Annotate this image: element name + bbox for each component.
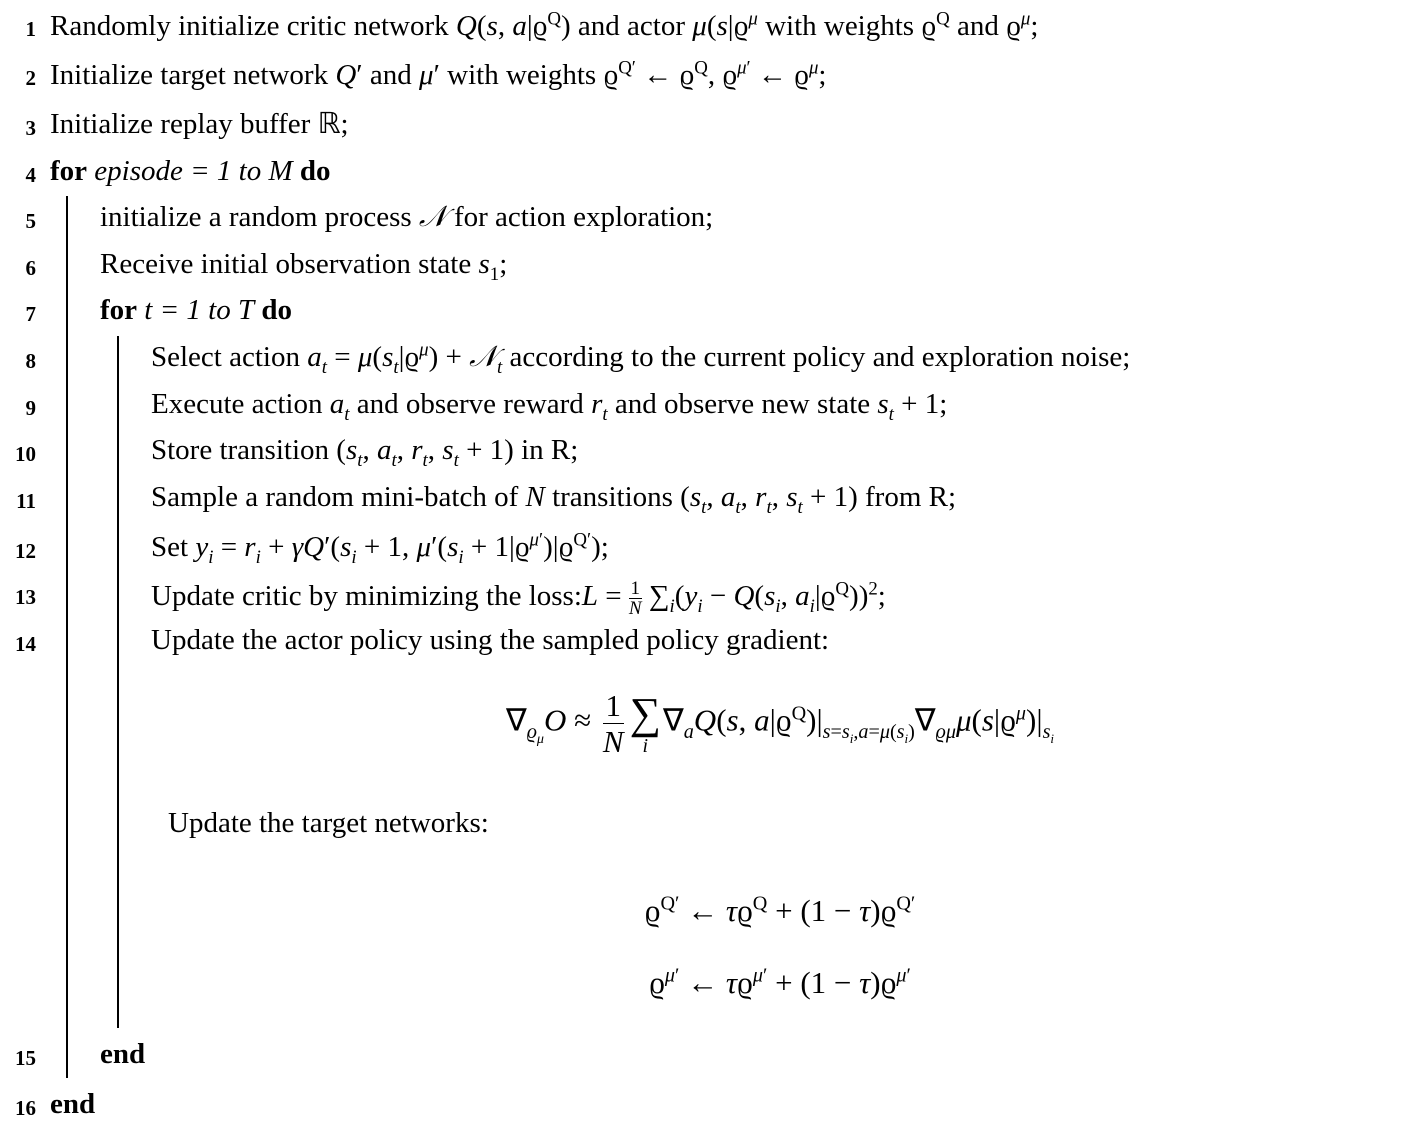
keyword-end: end xyxy=(50,1088,96,1120)
keyword-do: do xyxy=(261,294,292,326)
algorithm-line-12: Set $y_i = r_i + \gamma Q'(s_i + 1$, $\mu'(s_i + 1|ϱ^{\mu'})|ϱ^{Q'}$); xyxy=(151,529,609,568)
algorithm-line-5: initialize a random process 𝒩 for action exploration; xyxy=(100,201,714,233)
line-number: 8 xyxy=(25,349,36,373)
target-update-heading: Update the target networks: xyxy=(168,807,489,839)
line-number: 12 xyxy=(15,539,36,563)
line-number: 16 xyxy=(15,1096,36,1120)
algorithm-line-3: Initialize replay buffer ℝ; xyxy=(50,108,349,140)
algorithm-line-9: Execute action $a_t$ and observe reward $r_t$ and observe new state $s_t + 1$; xyxy=(151,388,948,425)
algorithm-line-14: Update the actor policy using the sampled policy gradient: xyxy=(151,624,830,656)
line-number: 13 xyxy=(15,585,36,609)
keyword-end: end xyxy=(100,1038,146,1070)
line-number: 14 xyxy=(15,632,36,656)
actor-target-update-equation: $ϱ^{\mu'}$ ← $\tau ϱ^{\mu'} + (1 - \tau)ϱ^{\mu'}$ xyxy=(649,964,911,1000)
line-number: 3 xyxy=(25,116,36,140)
algorithm-line-7: for t = 1 to T do xyxy=(100,294,292,326)
algorithm-line-4: for episode = 1 to M do xyxy=(50,155,331,187)
algorithm-line-13: Update critic by minimizing the loss:L = $\frac{1}{N}$ $\sum_i(y_i - Q(s_i$, $a_i|ϱ^Q))^2$; xyxy=(151,578,886,619)
algorithm-line-2: Initialize target network Q′ and μ′ with weights $ϱ^{Q'}$ ← $ϱ^Q$, $ϱ^{\mu'}$ ← $ϱ^\mu$; xyxy=(50,57,827,91)
policy-gradient-equation: $\nabla_{ϱ_\mu}O$ ≈ $\frac{1}{N}$ ∑ i $\nabla_aQ(s$, $a|ϱ^Q)|_{s=s_i,a=\mu(s_i)}\nabla_{ϱ\mu}\mu(s|ϱ^\mu)|_{s_i}$ xyxy=(505,688,1055,759)
line-number: 4 xyxy=(25,163,36,187)
line-number: 11 xyxy=(16,489,36,513)
algorithm-line-11: Sample a random mini-batch of N transitions ($s_t$, $a_t$, $r_t$, $s_t + 1$) from R; xyxy=(151,481,957,518)
algorithm-line-10: Store transition ($s_t$, $a_t$, $r_t$, $s_t + 1$) in R; xyxy=(151,434,579,471)
algorithm-line-16 xyxy=(50,1090,95,1119)
keyword-for: for xyxy=(100,294,138,326)
line-number: 5 xyxy=(25,209,36,233)
line-number: 1 xyxy=(25,17,36,41)
for-episode-scope-rule xyxy=(66,196,68,1078)
algorithm-line-8: Select action $a_t = \mu(s_t|ϱ^\mu)$ + 𝒩$_t$ according to the current policy and exploration noise; xyxy=(151,339,1131,378)
algorithm-line-15 xyxy=(100,1040,145,1069)
line-number: 9 xyxy=(25,396,36,420)
line-number: 10 xyxy=(15,442,36,466)
algorithm-line-1: Randomly initialize critic network Q(s, $a|ϱ^Q$) and actor $\mu(s|ϱ^\mu$ with weights $ϱ^Q$ and $ϱ^\mu$; xyxy=(50,8,1039,42)
critic-target-update-equation: $ϱ^{Q'}$ ← $\tau ϱ^Q + (1 - \tau)ϱ^{Q'}$ xyxy=(644,892,916,928)
line-number: 7 xyxy=(25,302,36,326)
keyword-do: do xyxy=(299,155,331,187)
algorithm-line-6: Receive initial observation state $s_1$; xyxy=(100,248,508,285)
line-number: 15 xyxy=(15,1046,36,1070)
line-number: 6 xyxy=(25,256,36,280)
keyword-for: for xyxy=(50,155,88,187)
line-number: 2 xyxy=(25,66,36,90)
